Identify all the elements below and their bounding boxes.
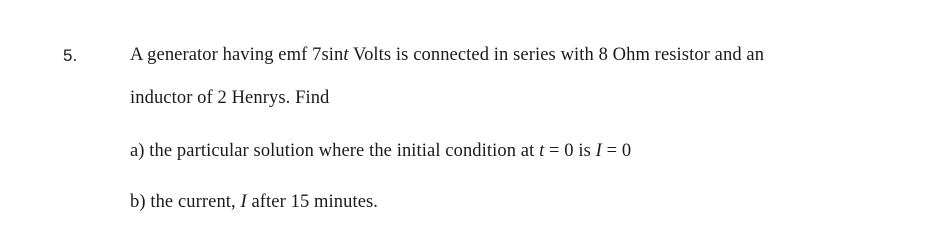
emf-variable: t (343, 45, 349, 65)
emf-expression (312, 45, 349, 65)
emf-coefficient: 7 (312, 45, 322, 65)
part-b-text-b: after 15 minutes. (246, 192, 379, 212)
part-b-var-i: I (240, 192, 247, 212)
statement-text-b: Volts is connected in series with 8 Ohm resistor and an (348, 45, 765, 65)
emf-function: sin (321, 45, 344, 65)
part-a-var-t: t (539, 141, 545, 161)
problem-number: 5. (63, 46, 78, 65)
part-a-eq2: = 0 (601, 141, 632, 161)
part-b (130, 192, 378, 213)
part-a-text: a) the particular solution where the initial condition at (130, 141, 540, 161)
part-a (130, 141, 631, 162)
part-a-eq1: = 0 is (544, 141, 596, 161)
problem-statement-line-1 (130, 45, 764, 66)
part-b-text-a: b) the current, (130, 192, 241, 212)
problem-statement-line-2: inductor of 2 Henrys. Find (130, 88, 330, 108)
part-a-var-i: I (595, 141, 602, 161)
statement-text-a: A generator having emf (130, 45, 313, 65)
